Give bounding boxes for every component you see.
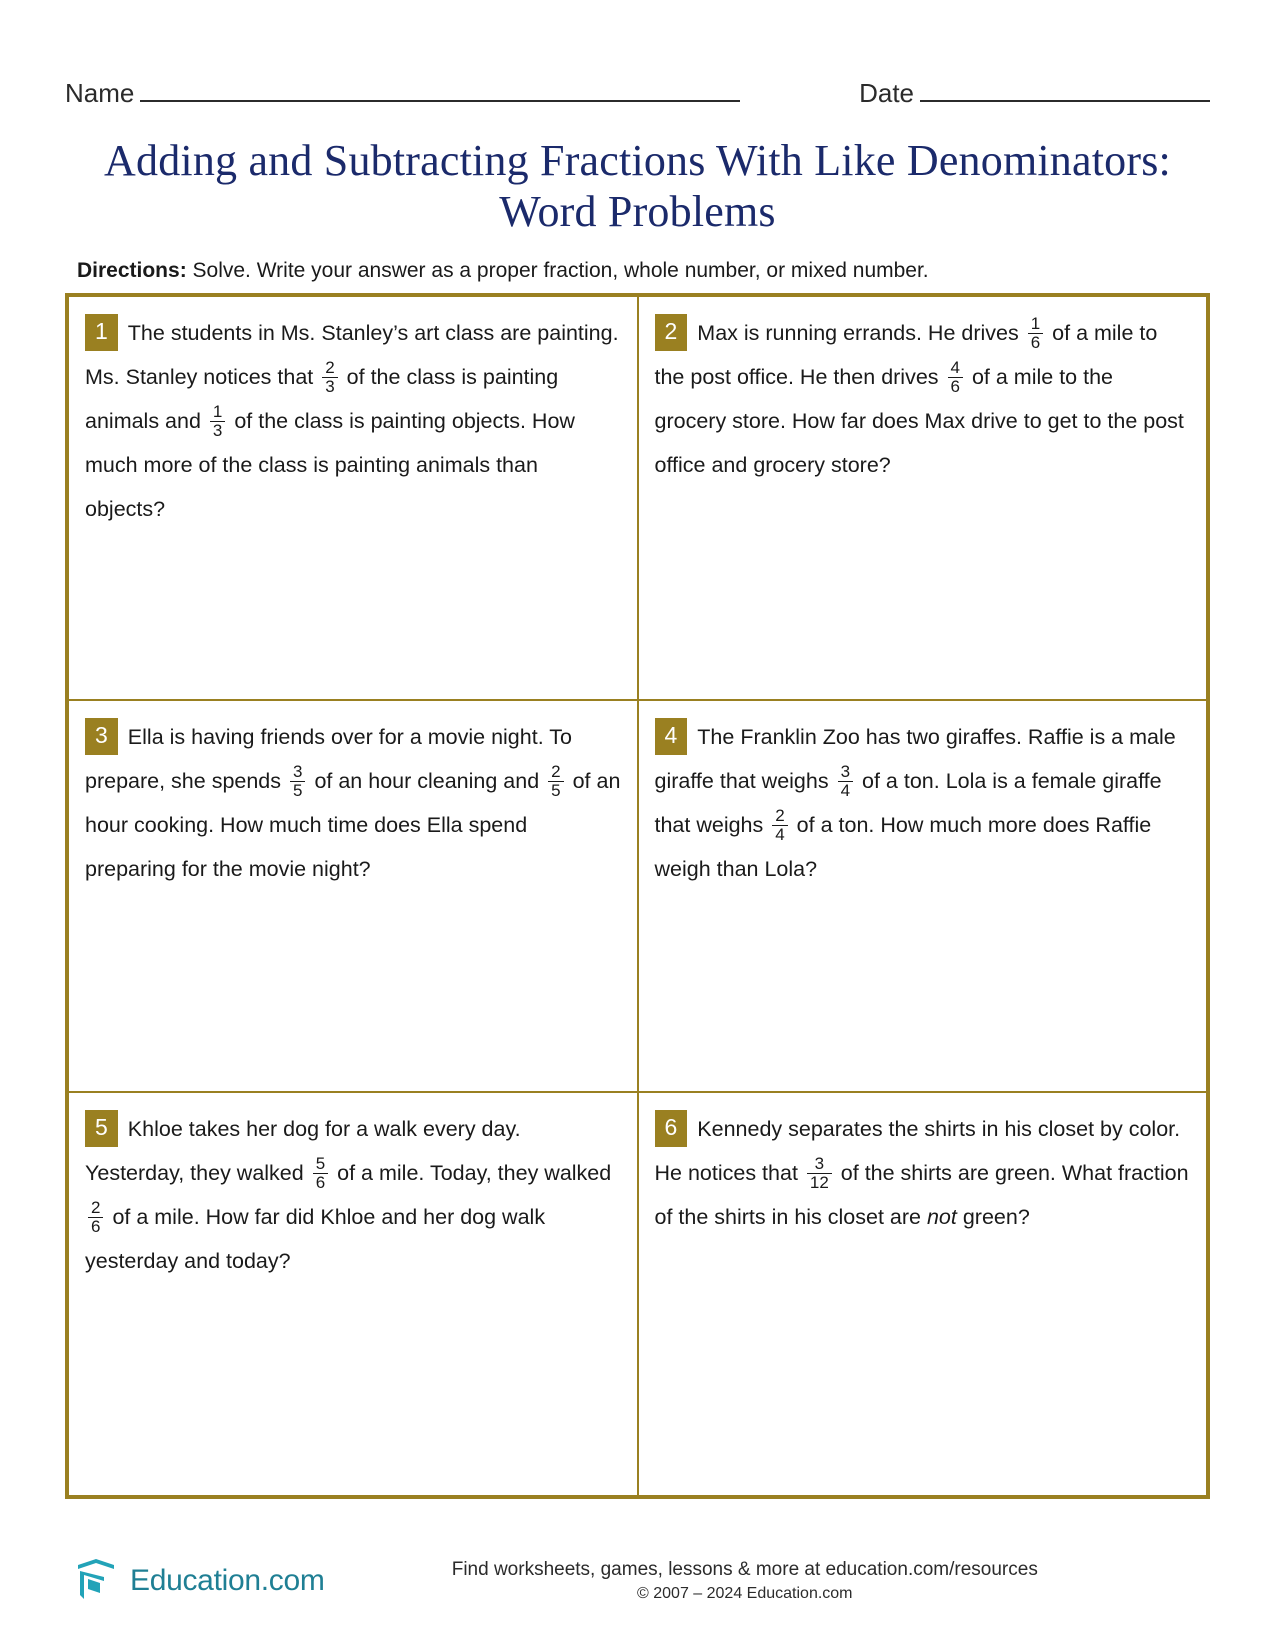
directions-text: Solve. Write your answer as a proper fraction, whole number, or mixed number. [186, 259, 929, 283]
fraction-denominator: 3 [322, 377, 337, 396]
fraction-numerator: 1 [1030, 314, 1041, 334]
problem-number-3: 3 [85, 718, 118, 755]
page-title: Adding and Subtracting Fractions With Like Denominators: Word Problems [104, 136, 1171, 237]
fraction-numerator: 3 [840, 762, 851, 782]
directions [77, 259, 1210, 283]
fraction [313, 1155, 328, 1192]
education-logo-icon [70, 1555, 120, 1608]
problem-text-5: Khloe takes her dog for a walk every day. Yesterday, they walked $\frac{5}{6}$ of a mile. Today, they walked $\frac{2}{6}$ of a mile. How far did Khloe and her dog walk yesterday and today? [85, 1117, 612, 1274]
fraction-numerator: 1 [212, 402, 223, 422]
fraction-numerator: 2 [325, 358, 335, 378]
date-label: Date [859, 78, 914, 108]
fraction-numerator: 4 [950, 358, 960, 378]
fraction-numerator: 2 [91, 1198, 101, 1218]
fraction [807, 1155, 832, 1192]
fraction [290, 763, 305, 800]
name-date-row [65, 78, 1210, 109]
problem-cell-3[interactable] [68, 700, 638, 1092]
name-label: Name [65, 78, 135, 108]
footer-tagline: Find worksheets, games, lessons & more at education.com/resources [451, 1559, 1038, 1580]
problem-cell-2[interactable] [638, 296, 1208, 700]
problem-number-2: 2 [655, 314, 688, 351]
emphasis-text: not [926, 1205, 957, 1230]
fraction-denominator: 4 [838, 781, 853, 800]
fraction [88, 1199, 103, 1236]
fraction-denominator: 6 [948, 377, 963, 396]
fraction-denominator: 6 [313, 1173, 328, 1192]
problem-number-1: 1 [85, 314, 118, 351]
fraction [1028, 315, 1043, 352]
problem-number-4: 4 [655, 718, 688, 755]
page-footer [0, 1546, 1275, 1616]
fraction-denominator: 3 [210, 421, 225, 440]
problem-text-6: Kennedy separates the shirts in his closet by color. He notices that $\frac{3}{12}$ of the shirts are green. What fraction of the shirts in his closet are not green? [654, 1117, 1189, 1230]
problem-cell-6[interactable] [638, 1092, 1208, 1496]
problem-cell-5[interactable] [68, 1092, 638, 1496]
brand-name: Education.com [130, 1564, 325, 1597]
fraction-denominator: 5 [548, 781, 563, 800]
fraction [322, 359, 337, 396]
problem-text-4: The Franklin Zoo has two giraffes. Raffie is a male giraffe that weighs $\frac{3}{4}$ of a ton. Lola is a female giraffe that weighs $\frac{2}{4}$ of a ton. How much more does Raffie weigh than Lola? [654, 725, 1176, 882]
fraction-denominator: 4 [772, 825, 787, 844]
fraction-numerator: 5 [315, 1154, 326, 1174]
problem-text-2: Max is running errands. He drives $\frac{1}{6}$ of a mile to the post office. He then drives $\frac{4}{6}$ of a mile to the grocery store. How far does Max drive to get to the post office and grocery store? [654, 314, 1184, 478]
fraction [210, 403, 225, 440]
directions-label: Directions: [77, 259, 187, 283]
fraction [838, 763, 853, 800]
footer-copyright: © 2007 – 2024 Education.com [637, 1585, 853, 1602]
fraction-denominator: 12 [807, 1173, 832, 1192]
problem-cell-1[interactable] [68, 296, 638, 700]
fraction-numerator: 2 [775, 806, 785, 826]
fraction [948, 359, 963, 396]
fraction-denominator: 6 [1028, 333, 1043, 352]
fraction-denominator: 6 [88, 1217, 103, 1236]
fraction-numerator: 2 [551, 762, 561, 782]
fraction-numerator: 3 [814, 1154, 825, 1174]
problem-text-1: The students in Ms. Stanley’s art class are painting. Ms. Stanley notices that $\frac{2}{3}$ of the class is painting animals and $\frac{1}{3}$ of the class is painting objects. How much more of the class is painting animals than objects? [85, 321, 619, 522]
fraction-denominator: 5 [290, 781, 305, 800]
problem-cell-4[interactable] [638, 700, 1208, 1092]
name-write-line[interactable] [140, 80, 740, 102]
problem-text-3: Ella is having friends over for a movie night. To prepare, she spends $\frac{3}{5}$ of an hour cleaning and $\frac{2}{5}$ of an hour cooking. How much time does Ella spend preparing for the movie night? [85, 725, 621, 882]
date-write-line[interactable] [920, 80, 1210, 102]
fraction [772, 807, 787, 844]
problems-grid [65, 293, 1210, 1499]
fraction-numerator: 3 [293, 762, 303, 782]
problem-number-5: 5 [85, 1110, 118, 1147]
fraction [548, 763, 563, 800]
problem-number-6: 6 [655, 1110, 688, 1147]
footer-info [285, 1559, 1205, 1603]
